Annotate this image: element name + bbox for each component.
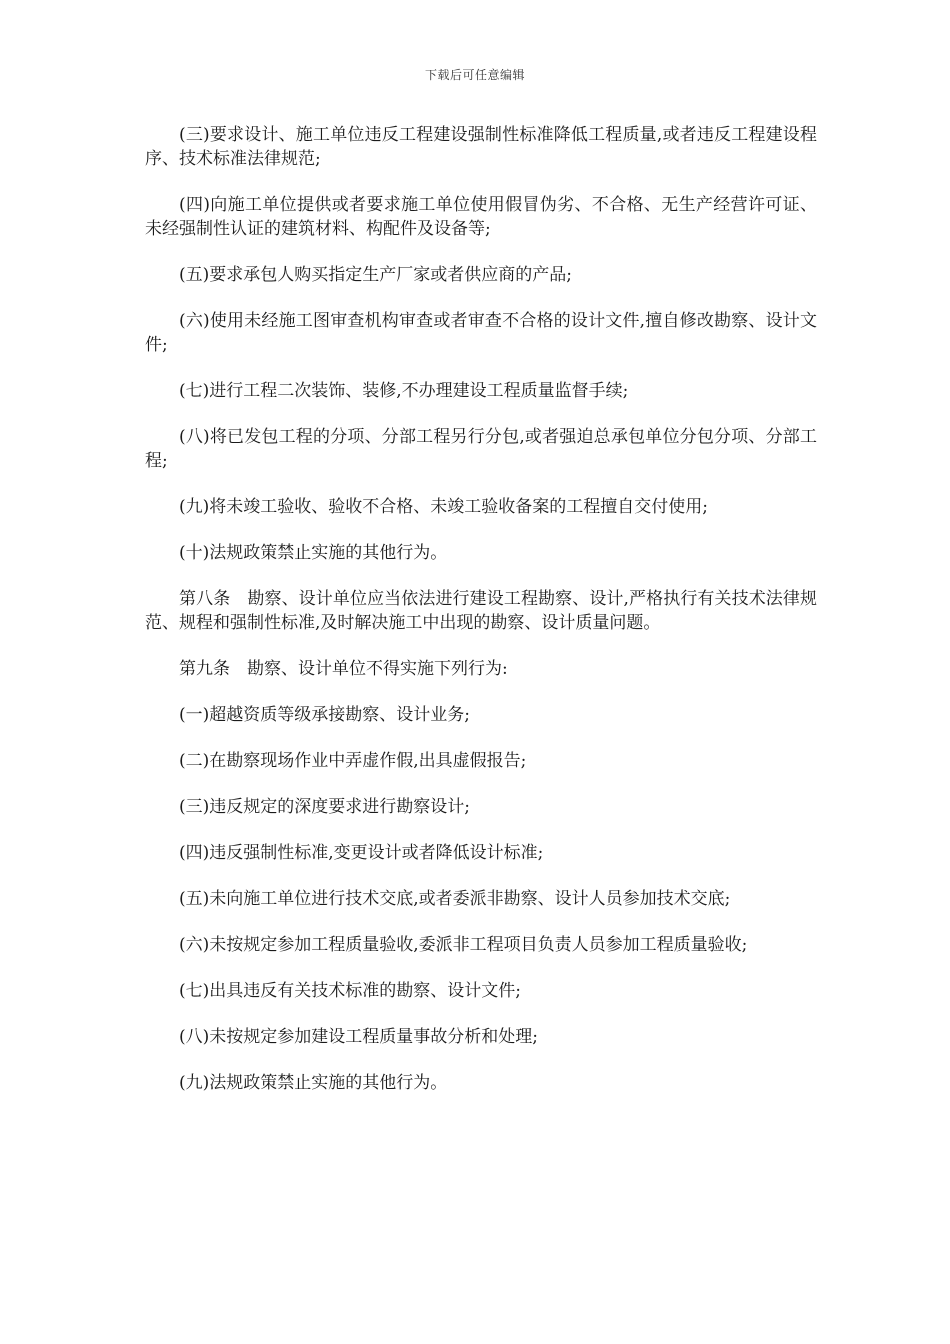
paragraph: (四)向施工单位提供或者要求施工单位使用假冒伪劣、不合格、无生产经营许可证、未经强制性认证的建筑材料、构配件及设备等;	[145, 195, 817, 239]
article-9-heading: 第九条 勘察、设计单位不得实施下列行为:	[179, 659, 508, 679]
document-body	[145, 123, 817, 1117]
article-8-paragraph: 第八条 勘察、设计单位应当依法进行建设工程勘察、设计,严格执行有关技术法律规范、规程和强制性标准,及时解决施工中出现的勘察、设计质量问题。	[145, 589, 817, 633]
paragraph: (十)法规政策禁止实施的其他行为。	[179, 543, 448, 563]
paragraph: (二)在勘察现场作业中弄虚作假,出具虚假报告;	[179, 751, 527, 771]
paragraph: (七)进行工程二次装饰、装修,不办理建设工程质量监督手续;	[179, 381, 629, 401]
paragraph: (一)超越资质等级承接勘察、设计业务;	[179, 705, 470, 725]
paragraph: (五)未向施工单位进行技术交底,或者委派非勘察、设计人员参加技术交底;	[179, 889, 731, 909]
paragraph: (四)违反强制性标准,变更设计或者降低设计标准;	[179, 843, 544, 863]
paragraph: (三)违反规定的深度要求进行勘察设计;	[179, 797, 470, 817]
paragraph: (九)法规政策禁止实施的其他行为。	[179, 1073, 448, 1093]
paragraph: (五)要求承包人购买指定生产厂家或者供应商的产品;	[179, 265, 572, 285]
paragraph: (九)将未竣工验收、验收不合格、未竣工验收备案的工程擅自交付使用;	[179, 497, 708, 517]
paragraph: (七)出具违反有关技术标准的勘察、设计文件;	[179, 981, 521, 1001]
paragraph: (六)使用未经施工图审查机构审查或者审查不合格的设计文件,擅自修改勘察、设计文件;	[145, 311, 817, 355]
paragraph: (六)未按规定参加工程质量验收,委派非工程项目负责人员参加工程质量验收;	[179, 935, 748, 955]
paragraph: (三)要求设计、施工单位违反工程建设强制性标准降低工程质量,或者违反工程建设程序、技术标准法律规范;	[145, 125, 817, 169]
header-note: 下载后可任意编辑	[424, 68, 525, 82]
paragraph: (八)将已发包工程的分项、分部工程另行分包,或者强迫总承包单位分包分项、分部工程;	[145, 427, 817, 471]
paragraph: (八)未按规定参加建设工程质量事故分析和处理;	[179, 1027, 538, 1047]
